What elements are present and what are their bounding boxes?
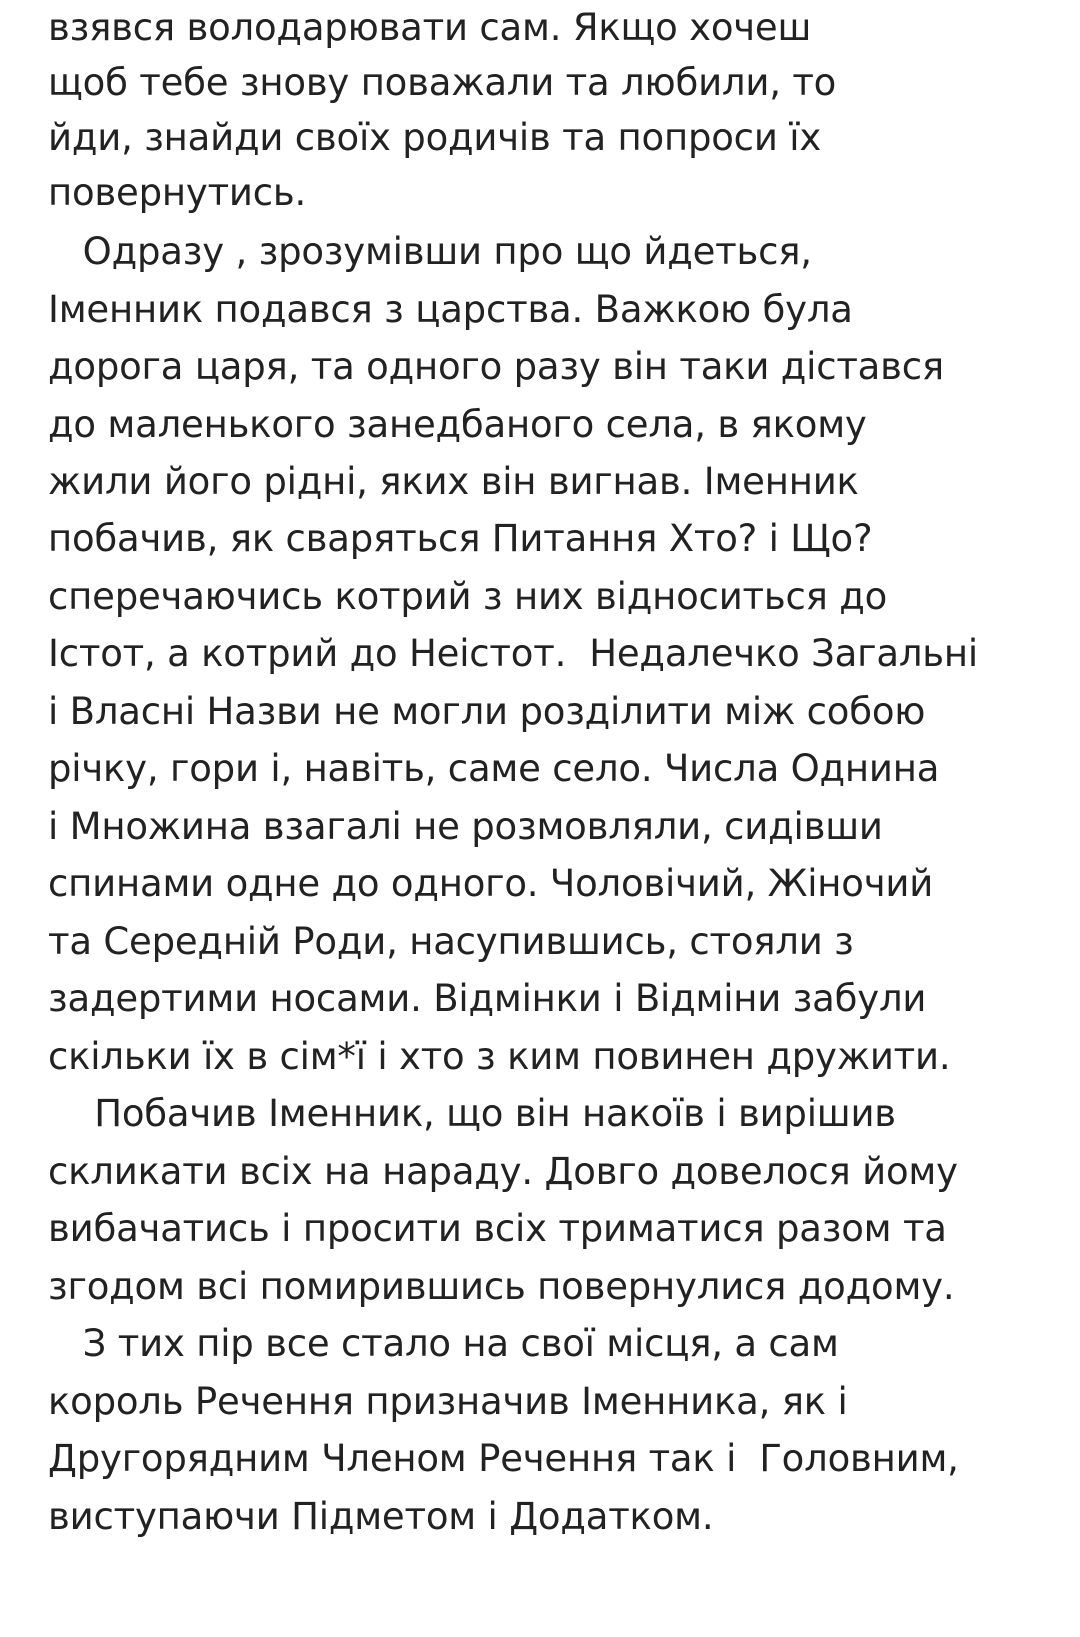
text-line-8: до маленького занедбаного села, в якому bbox=[48, 403, 867, 446]
text-line-22: вибачатись і просити всіх триматися разом та bbox=[48, 1207, 947, 1250]
text-line-14: річку, гори і, навіть, саме село. Числа Однина bbox=[48, 747, 940, 790]
text-line-4: повернутись. bbox=[48, 171, 307, 214]
text-line-3: йди, знайди своїх родичів та попроси їх bbox=[48, 116, 822, 159]
text-line-16: спинами одне до одного. Чоловічий, Жіночий bbox=[48, 862, 934, 905]
text-line-18: задертими носами. Відмінки і Відміни забули bbox=[48, 977, 927, 1020]
text-line-27: виступаючи Підметом і Додатком. bbox=[48, 1495, 714, 1538]
text-line-11: сперечаючись котрий з них відноситься до bbox=[48, 575, 888, 618]
text-line-23: згодом всі помирившись повернулися додому. bbox=[48, 1265, 955, 1308]
text-line-25: король Речення призначив Іменника, як і bbox=[48, 1380, 848, 1423]
text-line-5: Одразу , зрозумівши про що йдеться, bbox=[48, 230, 812, 273]
text-line-17: та Середній Роди, насупившись, стояли з bbox=[48, 920, 854, 963]
text-line-1: взявся володарювати сам. Якщо хочеш bbox=[48, 6, 812, 49]
text-line-21: скликати всіх на нараду. Довго довелося йому bbox=[48, 1150, 958, 1193]
text-line-2: щоб тебе знову поважали та любили, то bbox=[48, 61, 837, 104]
text-line-12: Істот, а котрий до Неістот. Недалечко Загальні bbox=[48, 632, 978, 675]
text-line-6: Іменник подався з царства. Важкою була bbox=[48, 288, 853, 331]
text-line-9: жили його рідні, яких він вигнав. Іменник bbox=[48, 460, 859, 503]
text-line-24: З тих пір все стало на свої місця, а сам bbox=[48, 1322, 839, 1365]
text-line-19: скільки їх в сім*ї і хто з ким повинен дружити. bbox=[48, 1035, 951, 1078]
text-line-15: і Множина взагалі не розмовляли, сидівши bbox=[48, 805, 883, 848]
text-line-26: Другорядним Членом Речення так і Головним, bbox=[48, 1437, 959, 1480]
text-line-20: Побачив Іменник, що він накоїв і вирішив bbox=[48, 1092, 896, 1135]
text-line-7: дорога царя, та одного разу він таки дістався bbox=[48, 345, 944, 388]
text-line-13: і Власні Назви не могли розділити між собою bbox=[48, 690, 926, 733]
text-line-10: побачив, як сваряться Питання Хто? і Що? bbox=[48, 517, 873, 560]
